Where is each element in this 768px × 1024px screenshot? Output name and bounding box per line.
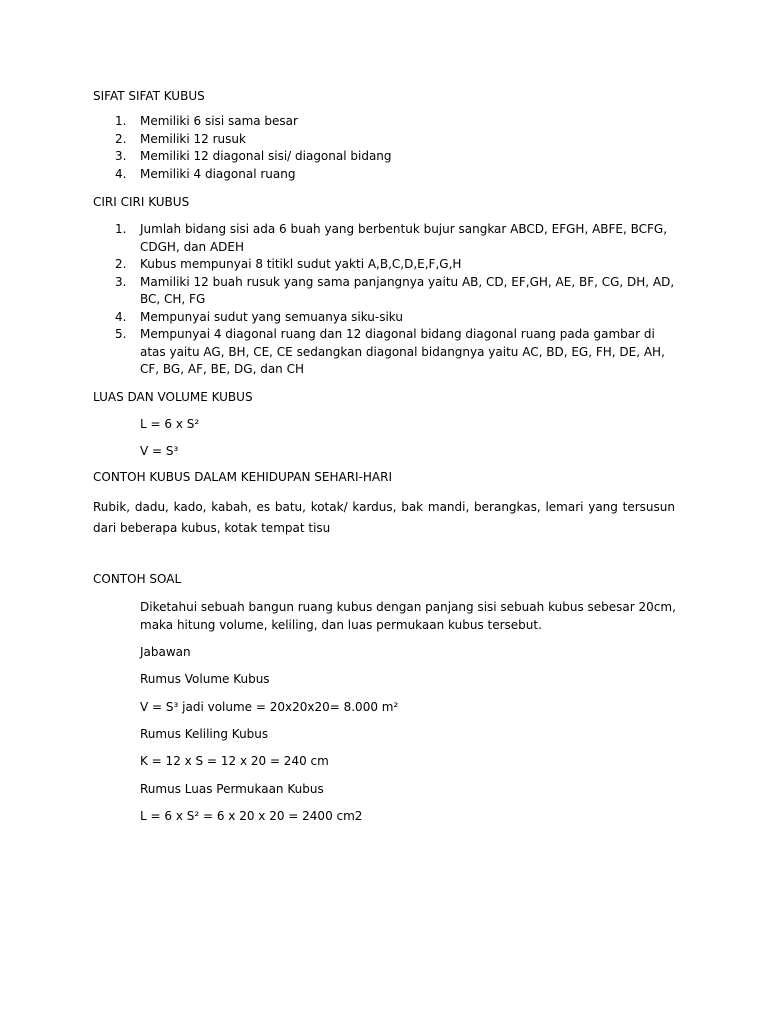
- list-number: 2.: [115, 131, 127, 146]
- sifat-heading: SIFAT SIFAT KUBUS: [93, 89, 205, 103]
- list-item: [93, 166, 675, 184]
- list-text: Jumlah bidang sisi ada 6 buah yang berbentuk bujur sangkar ABCD, EFGH, ABFE, BCFG, CDGH, dan ADEH: [140, 222, 668, 254]
- contoh-kehidupan-heading: CONTOH KUBUS DALAM KEHIDUPAN SEHARI-HARI: [93, 470, 393, 484]
- list-number: 3.: [115, 149, 127, 163]
- formula-luas: L = 6 x S²: [140, 417, 200, 431]
- list-item: [93, 113, 675, 131]
- list-text: Kubus mempunyai 8 titikl sudut yakti A,B,C,D,E,F,G,H: [140, 257, 462, 271]
- list-item: [93, 256, 675, 274]
- ciri-heading: CIRI CIRI KUBUS: [93, 195, 190, 209]
- list-item: [93, 274, 675, 309]
- list-number: 4.: [115, 309, 127, 324]
- calc-luas: L = 6 x S² = 6 x 20 x 20 = 2400 cm2: [140, 809, 363, 823]
- list-number: 4.: [115, 166, 127, 181]
- calc-keliling: K = 12 x S = 12 x 20 = 240 cm: [140, 754, 329, 768]
- luas-heading: LUAS DAN VOLUME KUBUS: [93, 390, 253, 404]
- soal-heading: CONTOH SOAL: [93, 572, 182, 586]
- list-number: 1.: [115, 222, 127, 236]
- list-number: 3.: [115, 274, 127, 289]
- calc-volume: V = S³ jadi volume = 20x20x20= 8.000 m²: [140, 700, 399, 714]
- list-number: 1.: [115, 114, 127, 128]
- rumus-keliling-label: Rumus Keliling Kubus: [140, 727, 269, 741]
- list-text: Memiliki 4 diagonal ruang: [140, 166, 296, 181]
- list-item: [93, 326, 675, 379]
- list-item: [93, 221, 675, 256]
- rumus-luas-label: Rumus Luas Permukaan Kubus: [140, 782, 324, 796]
- list-number: 2.: [115, 257, 127, 271]
- list-number: 5.: [115, 327, 127, 341]
- soal-question: Diketahui sebuah bangun ruang kubus dengan panjang sisi sebuah kubus sebesar 20cm, maka hitung volume, keliling, dan luas permukaan kubus tersebut.: [140, 600, 676, 632]
- jawaban-label: Jabawan: [140, 645, 191, 659]
- list-text: Mempunyai sudut yang semuanya siku-siku: [140, 309, 403, 324]
- sifat-list: [93, 113, 675, 183]
- ciri-list: [93, 221, 675, 379]
- list-text: Memiliki 12 diagonal sisi/ diagonal bidang: [140, 149, 392, 163]
- list-item: [93, 131, 675, 149]
- contoh-kehidupan-text: Rubik, dadu, kado, kabah, es batu, kotak/ kardus, bak mandi, berangkas, lemari yang tersusun dari beberapa kubus, kotak tempat tisu: [93, 500, 675, 535]
- list-text: Memiliki 6 sisi sama besar: [140, 114, 298, 128]
- list-text: Mempunyai 4 diagonal ruang dan 12 diagonal bidang diagonal ruang pada gambar di atas yaitu AG, BH, CE, CE sedangkan diagonal bidangnya yaitu AC, BD, EG, FH, DE, AH, CF, BG, AF, BE, DG, dan CH: [140, 327, 665, 376]
- list-item: [93, 148, 675, 166]
- list-item: [93, 309, 675, 327]
- list-text: Mamiliki 12 buah rusuk yang sama panjangnya yaitu AB, CD, EF,GH, AE, BF, CG, DH, AD, BC, CH, FG: [140, 274, 675, 306]
- rumus-volume-label: Rumus Volume Kubus: [140, 672, 270, 686]
- formula-volume: V = S³: [140, 444, 179, 458]
- list-text: Memiliki 12 rusuk: [140, 131, 246, 146]
